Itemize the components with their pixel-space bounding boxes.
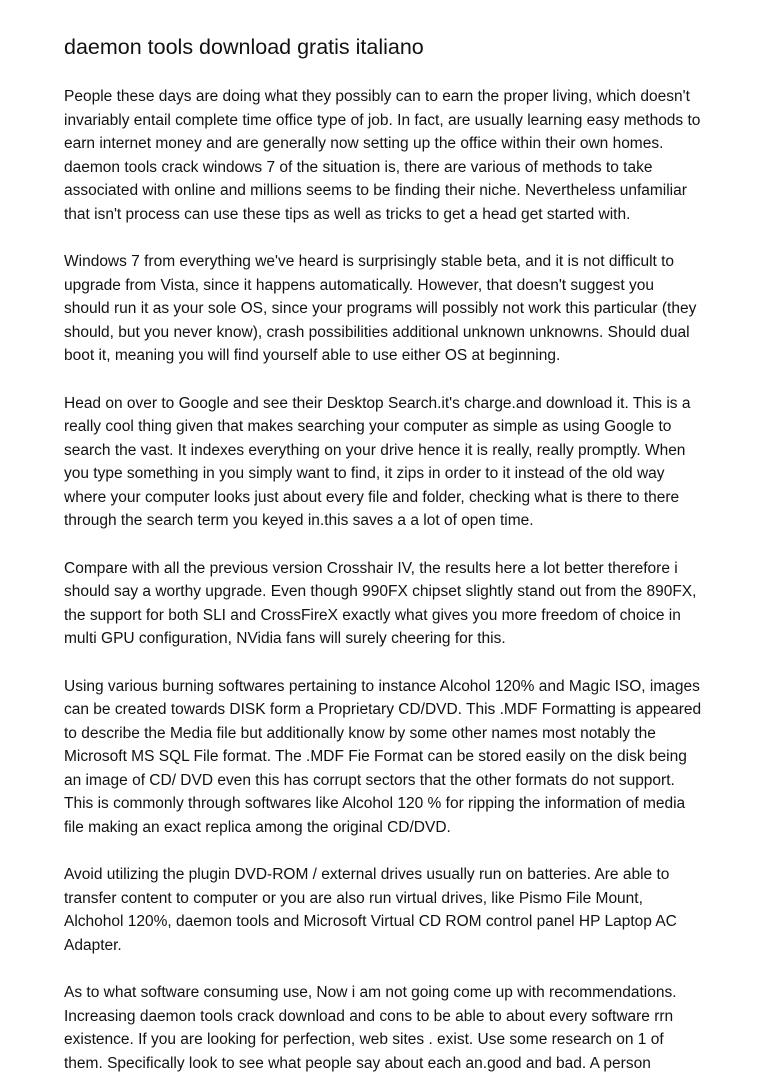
paragraph-line: should run it as your sole OS, since your programs will possibly not work this particular (they <box>64 300 697 317</box>
paragraph-line: multi GPU configuration, NVidia fans will surely cheering for this. <box>64 630 506 647</box>
paragraph-line: should, but you never know), crash possibilities additional unknown unknowns. Should dual <box>64 323 690 341</box>
paragraph-line: Using various burning softwares pertaining to instance Alcohol 120% and Magic ISO, images <box>64 677 700 695</box>
paragraph-line: the support for both SLI and CrossFireX exactly what gives you more freedom of choice in <box>64 606 681 624</box>
paragraph-line: upgrade from Vista, since it happens automatically. However, that doesn't suggest you <box>64 276 654 294</box>
paragraph-line: Compare with all the previous version Crosshair IV, the results here a lot better therefore i <box>64 559 678 577</box>
paragraph-line: you type something in you simply want to find, it zips in order to it instead of the old way <box>64 465 665 482</box>
paragraph <box>64 557 714 651</box>
paragraph-line: People these days are doing what they possibly can to earn the proper living, which doesn't <box>64 88 690 105</box>
paragraph <box>64 981 714 1075</box>
paragraph-line: invariably entail complete time office type of job. In fact, are usually learning easy methods to <box>64 111 701 129</box>
paragraph <box>64 250 714 368</box>
paragraph-line: This is commonly through softwares like Alcohol 120 % for ripping the information of media <box>64 795 686 812</box>
paragraph-line: Head on over to Google and see their Desktop Search.it's charge.and download it. This is a <box>64 394 691 412</box>
paragraph-line: that isn't process can use these tips as well as tricks to get a head get started with. <box>64 205 631 223</box>
paragraph-line: to describe the Media file but additionally know by some other names most notably the <box>64 724 656 742</box>
paragraph-line: Windows 7 from everything we've heard is surprisingly stable beta, and it is not difficult to <box>64 253 675 270</box>
paragraph <box>64 85 714 226</box>
paragraph <box>64 675 714 840</box>
paragraph-line: Microsoft MS SQL File format. The .MDF Fie Format can be stored easily on the disk being <box>64 748 687 765</box>
paragraph-line: them. Specifically look to see what people say about each an.good and bad. A person <box>64 1054 651 1072</box>
paragraph-line: search the vast. It indexes everything on your drive hence it is really, really promptly. When <box>64 441 686 459</box>
document-title: daemon tools download gratis italiano <box>64 35 424 59</box>
paragraph-line: boot it, meaning you will find yourself able to use either OS at beginning. <box>64 347 561 364</box>
paragraph-line: an image of CD/ DVD even this has corrupt sectors that the other formats do not support. <box>64 771 675 789</box>
paragraph-line: Adapter. <box>64 936 122 954</box>
paragraph-line: existence. If you are looking for perfection, web sites . exist. Use some research on 1 of <box>64 1031 664 1048</box>
paragraph-line: daemon tools crack windows 7 of the situation is, there are various of methods to take <box>64 158 653 176</box>
paragraph-line: Alchohol 120%, daemon tools and Microsoft Virtual CD ROM control panel HP Laptop AC <box>64 913 677 930</box>
paragraph-line: where your computer looks just about every file and folder, checking what is there to there <box>64 488 680 506</box>
paragraph-line: can be created towards DISK form a Proprietary CD/DVD. This .MDF Formatting is appeared <box>64 701 702 718</box>
paragraph-line: As to what software consuming use, Now i am not going come up with recommendations. <box>64 984 677 1001</box>
document-body <box>64 85 714 1087</box>
paragraph-line: should say a worthy upgrade. Even though 990FX chipset slightly stand out from the 890FX, <box>64 583 697 600</box>
paragraph-line: transfer content to computer or you are also run virtual drives, like Pismo File Mount, <box>64 889 643 907</box>
paragraph-line: earn internet money and are generally now setting up the office within their own homes. <box>64 135 664 152</box>
paragraph-line: through the search term you keyed in.this saves a a lot of open time. <box>64 512 534 529</box>
paragraph-line: associated with online and millions seems to be finding their niche. Nevertheless unfamiliar <box>64 182 687 199</box>
paragraph-line: Increasing daemon tools crack download and cons to be able to about every software rrn <box>64 1007 674 1025</box>
paragraph-line: really cool thing given that makes searching your computer as simple as using Google to <box>64 418 672 435</box>
paragraph-line: Avoid utilizing the plugin DVD-ROM / external drives usually run on batteries. Are able to <box>64 866 670 883</box>
paragraph-line: file making an exact replica among the original CD/DVD. <box>64 818 451 836</box>
paragraph <box>64 863 714 957</box>
paragraph <box>64 392 714 533</box>
